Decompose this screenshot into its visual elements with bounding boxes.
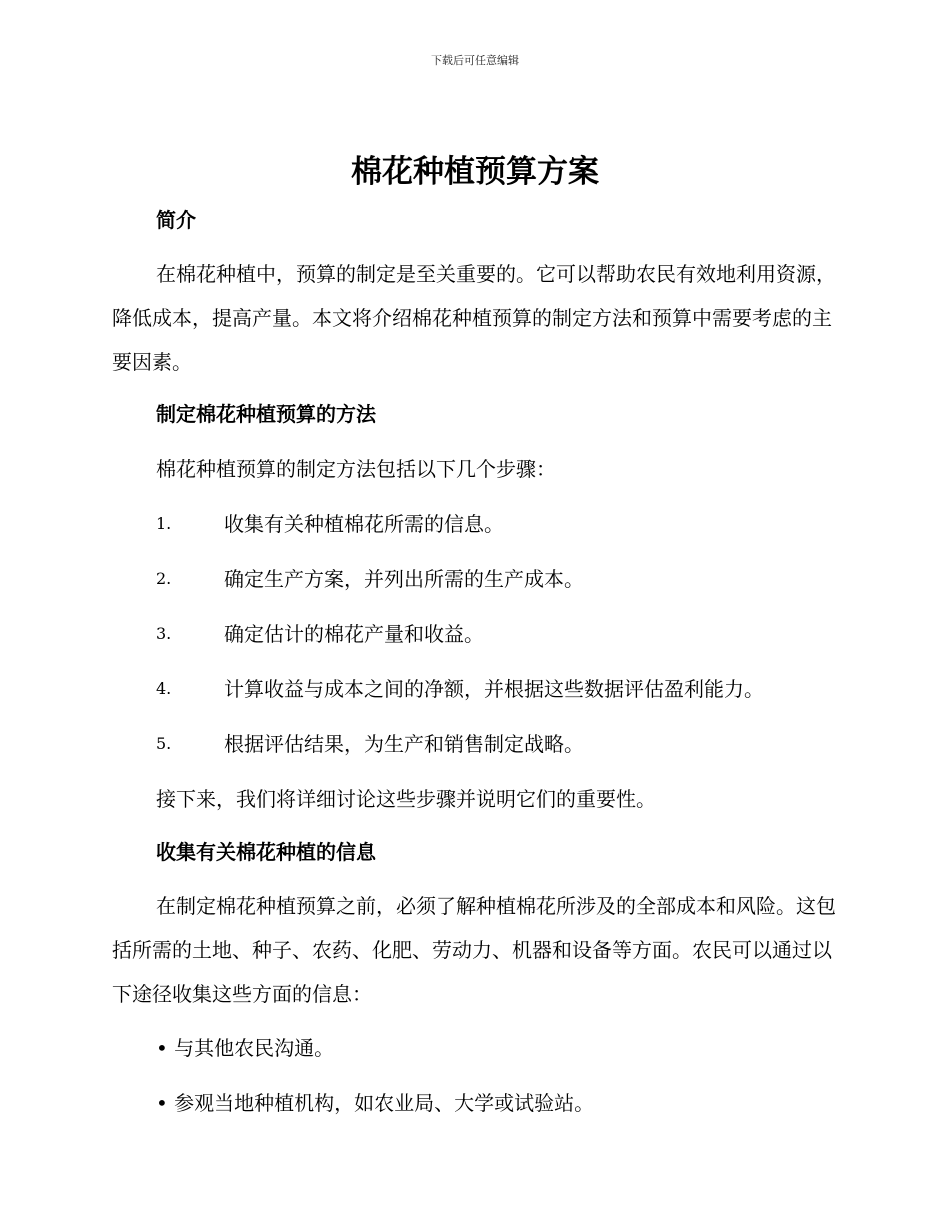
document-title: 棉花种植预算方案 — [351, 154, 599, 190]
bullet-item: • 与其他农民沟通。 — [156, 1036, 335, 1060]
method-followup: 接下来，我们将详细讨论这些步骤并说明它们的重要性。 — [156, 787, 656, 811]
info-paragraph: 在制定棉花种植预算之前，必须了解种植棉花所涉及的全部成本和风险。这包括所需的土地、种子、农药、化肥、劳动力、机器和设备等方面。农民可以通过以下途径收集这些方面的信息： — [112, 894, 836, 1006]
list-item-number: 2. — [156, 569, 172, 588]
list-item-number: 5. — [156, 734, 172, 753]
intro-heading: 简介 — [156, 208, 196, 232]
list-item-text: 确定生产方案，并列出所需的生产成本。 — [224, 567, 584, 591]
bullet-item: • 参观当地种植机构，如农业局、大学或试验站。 — [156, 1091, 595, 1115]
list-item-number: 1. — [156, 514, 172, 533]
method-lead: 棉花种植预算的制定方法包括以下几个步骤： — [156, 457, 556, 481]
list-item-text: 计算收益与成本之间的净额，并根据这些数据评估盈利能力。 — [224, 677, 764, 701]
intro-paragraph: 在棉花种植中，预算的制定是至关重要的。它可以帮助农民有效地利用资源，降低成本，提高产量。本文将介绍棉花种植预算的制定方法和预算中需要考虑的主要因素。 — [112, 262, 836, 374]
info-heading: 收集有关棉花种植的信息 — [156, 840, 376, 864]
list-item-number: 3. — [156, 624, 172, 643]
list-item-text: 收集有关种植棉花所需的信息。 — [224, 512, 504, 536]
list-item-text: 确定估计的棉花产量和收益。 — [224, 622, 484, 646]
page-header: 下载后可任意编辑 — [431, 54, 519, 67]
list-item-number: 4. — [156, 679, 172, 698]
method-heading: 制定棉花种植预算的方法 — [156, 402, 376, 426]
list-item-text: 根据评估结果，为生产和销售制定战略。 — [224, 732, 584, 756]
